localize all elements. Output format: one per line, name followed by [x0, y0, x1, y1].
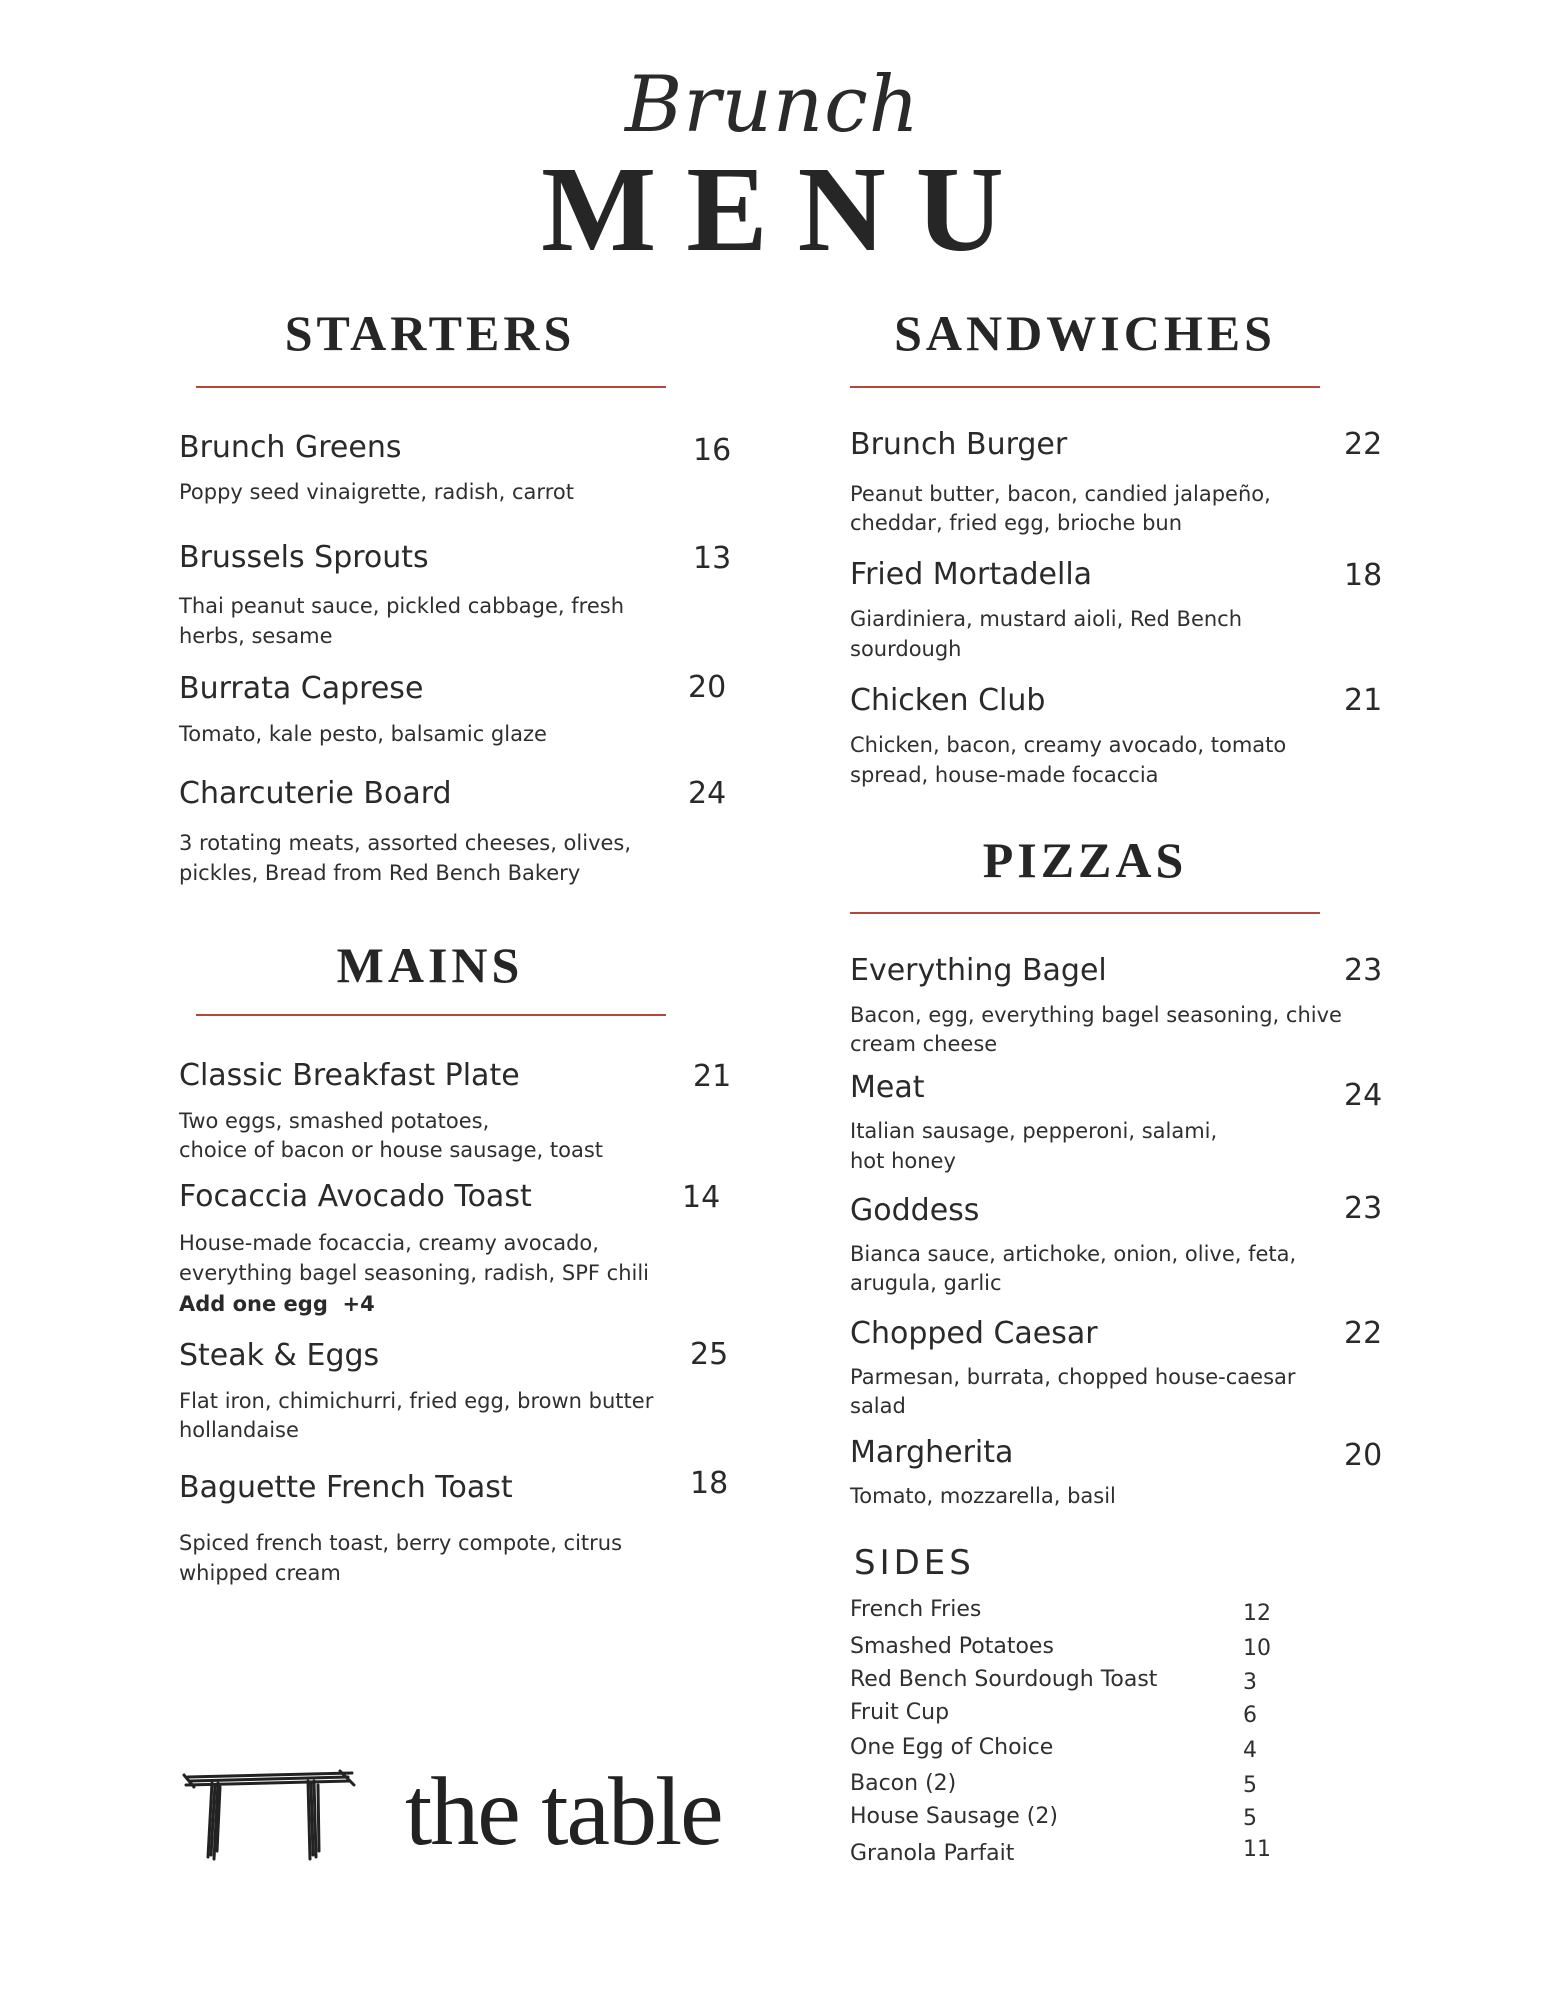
script-title: Brunch: [625, 60, 920, 150]
item-description: hot honey: [850, 1149, 956, 1173]
logo-text: the table: [405, 1758, 722, 1866]
item-description: salad: [850, 1394, 906, 1418]
item-price: 23: [1344, 953, 1383, 988]
item-description: Peanut butter, bacon, candied jalapeño,: [850, 482, 1271, 506]
side-item-name: Bacon (2): [850, 1771, 957, 1796]
item-name: Focaccia Avocado Toast: [179, 1179, 532, 1214]
starters-divider: [196, 386, 666, 388]
mains-divider: [196, 1014, 666, 1016]
item-description: pickles, Bread from Red Bench Bakery: [179, 861, 581, 885]
item-name: Burrata Caprese: [179, 671, 424, 706]
add-egg-note: Add one egg +4: [179, 1292, 375, 1316]
item-description: Flat iron, chimichurri, fried egg, brown butter: [179, 1389, 654, 1413]
item-name: Charcuterie Board: [179, 776, 452, 811]
item-name: Brussels Sprouts: [179, 540, 429, 575]
side-item-price: 6: [1243, 1703, 1257, 1728]
item-price: 18: [690, 1466, 729, 1501]
item-price: 24: [688, 776, 727, 811]
item-description: herbs, sesame: [179, 624, 333, 648]
item-description: Bianca sauce, artichoke, onion, olive, feta,: [850, 1242, 1297, 1266]
side-item-price: 4: [1243, 1738, 1257, 1763]
item-price: 24: [1344, 1078, 1383, 1113]
item-description: Tomato, kale pesto, balsamic glaze: [179, 722, 547, 746]
item-description: choice of bacon or house sausage, toast: [179, 1138, 603, 1162]
item-price: 13: [693, 541, 732, 576]
item-description: everything bagel seasoning, radish, SPF chili: [179, 1261, 650, 1285]
item-name: Everything Bagel: [850, 953, 1107, 988]
item-description: Thai peanut sauce, pickled cabbage, fresh: [179, 594, 625, 618]
item-description: Tomato, mozzarella, basil: [850, 1484, 1116, 1508]
side-item-price: 12: [1243, 1601, 1271, 1626]
item-description: cheddar, fried egg, brioche bun: [850, 511, 1183, 535]
item-price: 20: [1344, 1438, 1383, 1473]
side-item-name: Red Bench Sourdough Toast: [850, 1667, 1158, 1692]
side-item-name: Smashed Potatoes: [850, 1634, 1054, 1659]
item-price: 14: [682, 1180, 721, 1215]
item-description: Chicken, bacon, creamy avocado, tomato: [850, 733, 1287, 757]
mains-heading: MAINS: [336, 937, 524, 993]
item-description: sourdough: [850, 637, 962, 661]
sandwiches-divider: [850, 386, 1320, 388]
table-sketch-icon: [180, 1765, 360, 1865]
item-price: 25: [690, 1337, 729, 1372]
pizzas-heading: PIZZAS: [982, 832, 1188, 888]
item-description: House-made focaccia, creamy avocado,: [179, 1231, 599, 1255]
menu-title: MENU: [541, 142, 1034, 277]
item-price: 21: [1344, 683, 1383, 718]
item-name: Meat: [850, 1070, 925, 1105]
item-description: cream cheese: [850, 1032, 998, 1056]
side-item-name: One Egg of Choice: [850, 1735, 1054, 1760]
starters-heading: STARTERS: [284, 305, 576, 361]
item-description: Giardiniera, mustard aioli, Red Bench: [850, 607, 1243, 631]
item-price: 16: [693, 433, 732, 468]
item-description: spread, house-made focaccia: [850, 763, 1159, 787]
side-item-name: French Fries: [850, 1597, 982, 1622]
sides-heading: SIDES: [854, 1543, 975, 1583]
item-name: Baguette French Toast: [179, 1470, 513, 1505]
item-description: hollandaise: [179, 1418, 299, 1442]
item-description: 3 rotating meats, assorted cheeses, olives,: [179, 831, 632, 855]
item-description: Two eggs, smashed potatoes,: [179, 1109, 490, 1133]
sandwiches-heading: SANDWICHES: [894, 305, 1276, 361]
side-item-price: 10: [1243, 1636, 1271, 1661]
item-description: Spiced french toast, berry compote, citrus: [179, 1531, 623, 1555]
item-description: Italian sausage, pepperoni, salami,: [850, 1119, 1218, 1143]
item-name: Chopped Caesar: [850, 1316, 1098, 1351]
item-description: whipped cream: [179, 1561, 341, 1585]
side-item-price: 5: [1243, 1773, 1257, 1798]
item-price: 20: [688, 670, 727, 705]
item-description: Bacon, egg, everything bagel seasoning, chive: [850, 1003, 1342, 1027]
side-item-price: 3: [1243, 1670, 1257, 1695]
side-item-name: Granola Parfait: [850, 1841, 1015, 1866]
item-name: Chicken Club: [850, 683, 1046, 718]
item-name: Steak & Eggs: [179, 1338, 380, 1373]
item-price: 18: [1344, 558, 1383, 593]
item-name: Goddess: [850, 1193, 980, 1228]
item-name: Classic Breakfast Plate: [179, 1058, 520, 1093]
side-item-name: Fruit Cup: [850, 1700, 950, 1725]
item-description: Poppy seed vinaigrette, radish, carrot: [179, 480, 574, 504]
item-description: arugula, garlic: [850, 1271, 1002, 1295]
item-name: Fried Mortadella: [850, 557, 1093, 592]
item-price: 21: [693, 1059, 732, 1094]
item-price: 22: [1344, 427, 1383, 462]
item-description: Parmesan, burrata, chopped house-caesar: [850, 1365, 1296, 1389]
item-name: Margherita: [850, 1435, 1014, 1470]
side-item-price: 11: [1243, 1837, 1271, 1862]
pizzas-divider: [850, 912, 1320, 914]
item-price: 22: [1344, 1316, 1383, 1351]
item-name: Brunch Burger: [850, 427, 1068, 462]
item-name: Brunch Greens: [179, 430, 402, 465]
side-item-name: House Sausage (2): [850, 1804, 1058, 1829]
item-price: 23: [1344, 1191, 1383, 1226]
side-item-price: 5: [1243, 1806, 1257, 1831]
